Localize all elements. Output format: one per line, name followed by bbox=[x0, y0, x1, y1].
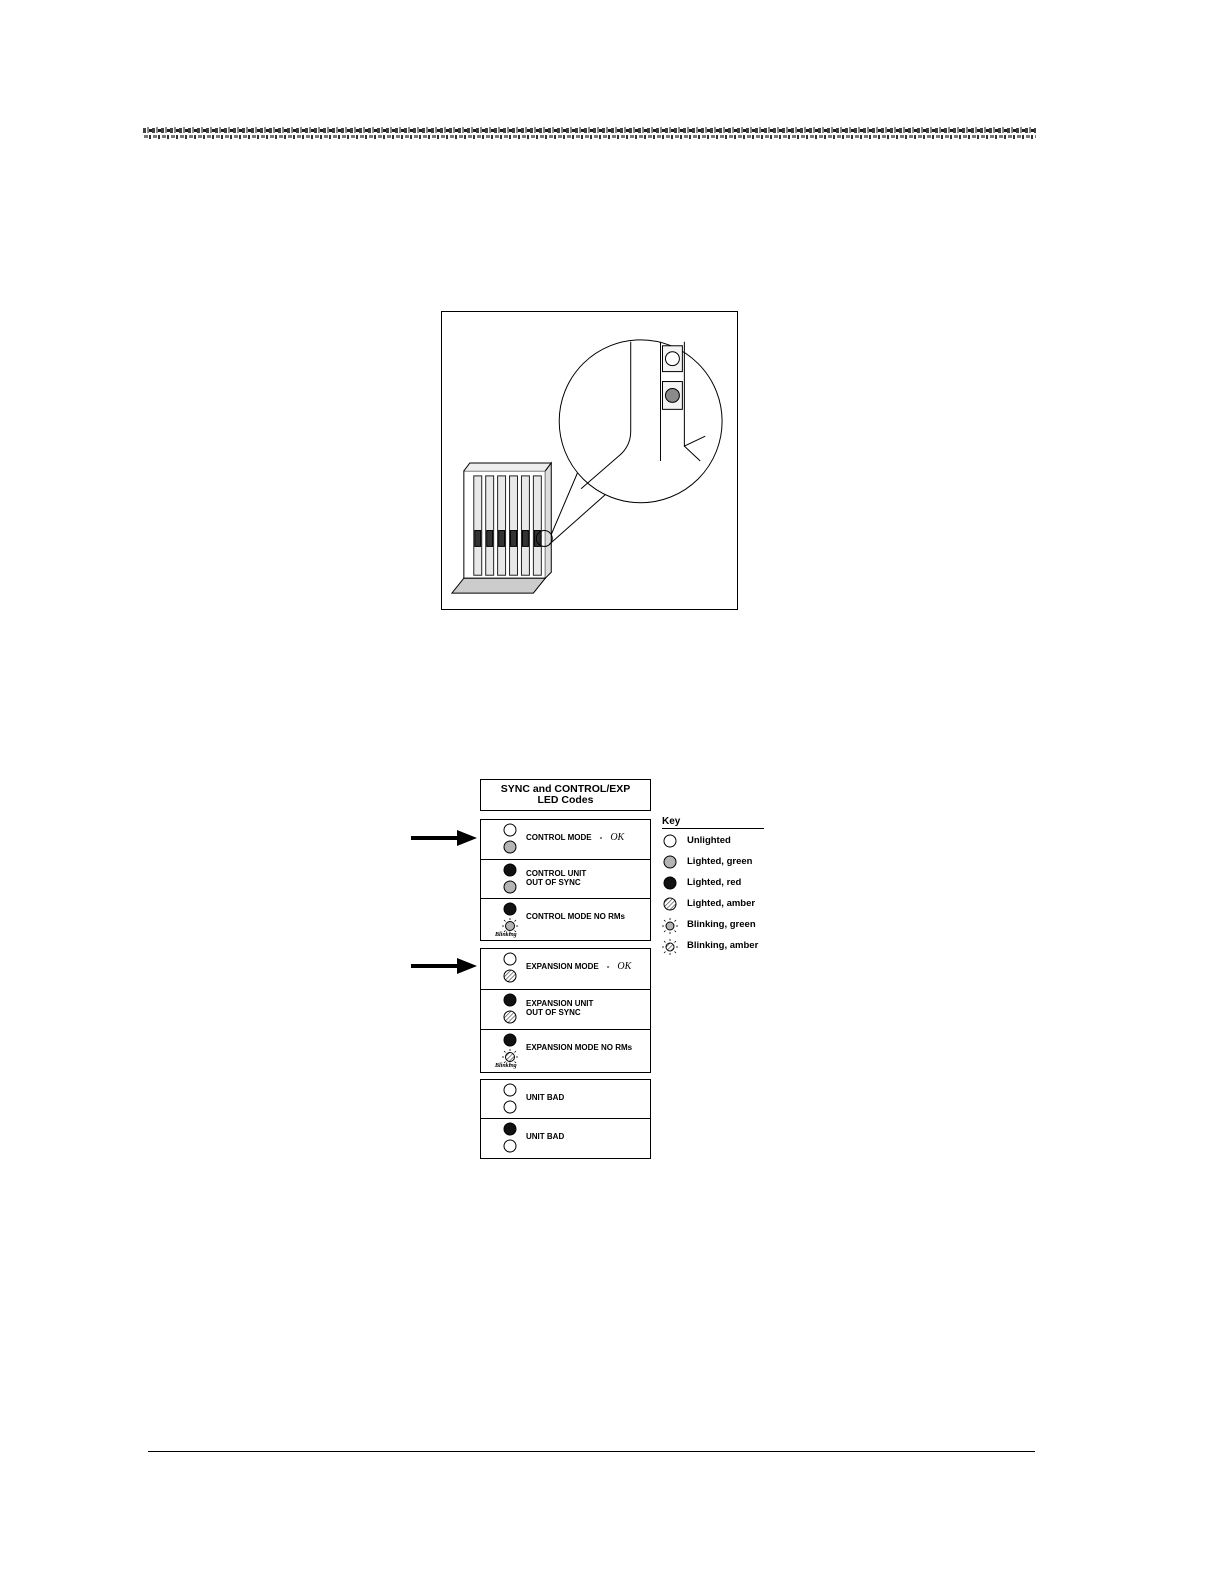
led-amber-icon bbox=[504, 1011, 516, 1023]
key-title: Key bbox=[662, 816, 764, 829]
led-row-control-mode-no-rms bbox=[481, 899, 650, 939]
blinking-caption: Blinking bbox=[495, 1063, 517, 1070]
led-unlighted-icon bbox=[504, 953, 516, 965]
row-label: CONTROL MODE - OK bbox=[526, 832, 625, 843]
led-unlighted-icon bbox=[504, 824, 516, 836]
key-item-unlighted: Unlighted bbox=[662, 829, 772, 850]
module-rack-drawing bbox=[442, 312, 737, 609]
control-mode-group bbox=[480, 819, 651, 941]
led-amber-icon bbox=[662, 896, 682, 912]
led-green-icon bbox=[504, 881, 516, 893]
row-label: CONTROL MODE NO RMs bbox=[526, 912, 625, 922]
led-red-icon bbox=[504, 864, 516, 876]
equipment-illustration bbox=[441, 311, 738, 610]
arrow-icon bbox=[411, 830, 477, 846]
row-label: CONTROL UNIT OUT OF SYNC bbox=[526, 868, 587, 887]
row-label: EXPANSION UNIT OUT OF SYNC bbox=[526, 998, 594, 1017]
led-row-unit-bad-1 bbox=[481, 1080, 650, 1119]
led-unlighted-icon bbox=[504, 1101, 516, 1113]
key-item-amber: Lighted, amber bbox=[662, 892, 772, 913]
led-chart-title-line2: LED Codes bbox=[537, 794, 594, 806]
footer-rule bbox=[148, 1451, 1035, 1452]
led-pair bbox=[499, 952, 521, 988]
led-pair bbox=[499, 1083, 521, 1119]
led-chart-title bbox=[480, 779, 651, 811]
blinking-caption: Blinking bbox=[495, 932, 517, 939]
led-row-expansion-mode-no-rms bbox=[481, 1030, 650, 1071]
key-item-red: Lighted, red bbox=[662, 871, 772, 892]
row-label: EXPANSION MODE NO RMs bbox=[526, 1043, 633, 1053]
led-red-icon bbox=[504, 903, 516, 915]
led-amber-icon bbox=[504, 970, 516, 982]
led-row-expansion-unit-out-of-sync bbox=[481, 990, 650, 1031]
led-row-control-mode-ok bbox=[481, 820, 650, 860]
led-green-icon bbox=[662, 854, 682, 870]
row-label: EXPANSION MODE - OK bbox=[526, 961, 632, 972]
led-key bbox=[662, 816, 772, 955]
led-unlighted-icon bbox=[504, 1084, 516, 1096]
led-pair bbox=[499, 863, 521, 899]
led-unlighted-icon bbox=[504, 1140, 516, 1152]
row-label: UNIT BAD bbox=[526, 1131, 565, 1141]
led-pair bbox=[499, 1122, 521, 1158]
expansion-mode-group bbox=[480, 948, 651, 1073]
led-unlighted-icon bbox=[662, 833, 682, 849]
led-blink-green-icon bbox=[662, 917, 682, 935]
led-row-control-unit-out-of-sync bbox=[481, 860, 650, 900]
key-item-green: Lighted, green bbox=[662, 850, 772, 871]
row-label: UNIT BAD bbox=[526, 1093, 565, 1102]
key-item-blink-green: Blinking, green bbox=[662, 913, 772, 934]
led-red-icon bbox=[662, 875, 682, 891]
key-item-blink-amber: Blinking, amber bbox=[662, 934, 772, 955]
led-row-expansion-mode-ok bbox=[481, 949, 650, 990]
led-red-icon bbox=[504, 1034, 516, 1046]
led-pair bbox=[499, 993, 521, 1029]
led-pair bbox=[499, 823, 521, 859]
unit-bad-group bbox=[480, 1079, 651, 1159]
header-text-band bbox=[143, 127, 1036, 141]
led-red-icon bbox=[504, 1123, 516, 1135]
led-blink-amber-icon bbox=[662, 938, 682, 956]
led-chart-title-line1: SYNC and CONTROL/EXP bbox=[500, 783, 631, 795]
led-green-icon bbox=[504, 841, 516, 853]
arrow-icon bbox=[411, 958, 477, 974]
led-row-unit-bad-2 bbox=[481, 1119, 650, 1158]
led-red-icon bbox=[504, 994, 516, 1006]
